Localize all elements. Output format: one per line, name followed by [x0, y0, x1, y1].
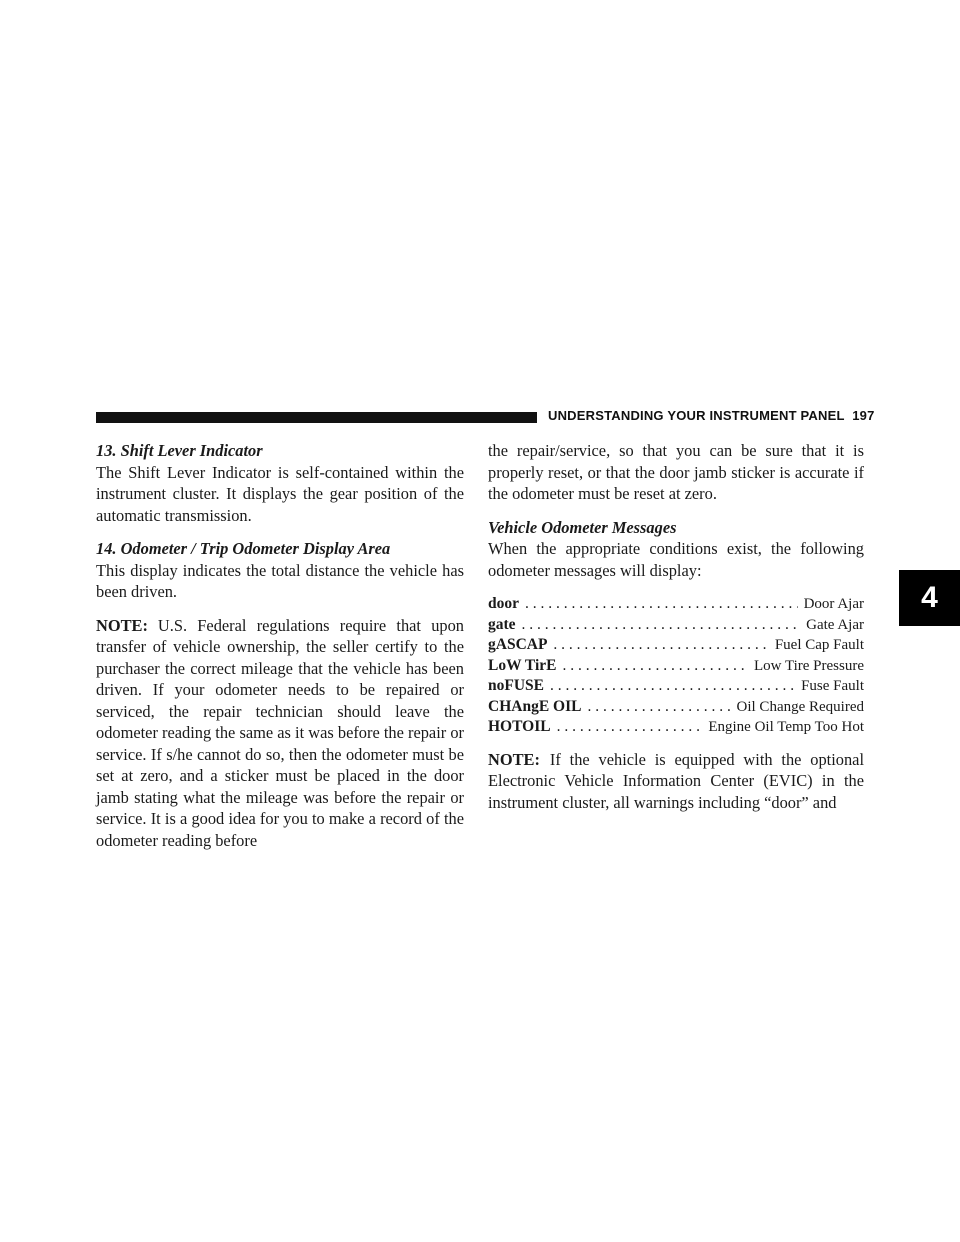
running-header — [548, 408, 875, 423]
message-code: LoW TirE — [488, 656, 557, 674]
note-body: If the vehicle is equipped with the optional Electronic Vehicle Information Center (EVIC) in the instrument cluster, all warnings including “door” and — [488, 749, 864, 812]
right-column — [488, 440, 864, 825]
dot-leader — [563, 655, 748, 677]
note-body: U.S. Federal regulations require that upon transfer of vehicle ownership, the seller certify to the purchaser the correct mileage that the vehicle has been driven. If your odometer needs to be repaired or serviced, the repair technician should leave the odometer reading the same as it was before the repair or service. If s/he cannot do so, then the odometer must be set at zero, and a sticker must be placed in the door jamb stating what the mileage was before the repair or service. It is a good idea for you to make a record of the odometer reading before — [96, 615, 464, 850]
dot-leader — [587, 696, 730, 718]
continuation-text: the repair/service, so that you can be sure that it is properly reset, or that the door jamb sticker is accurate if the odometer must be reset at zero. — [488, 441, 864, 503]
list-item — [488, 593, 864, 614]
message-code: gASCAP — [488, 636, 548, 653]
message-meaning: Low Tire Pressure — [753, 657, 864, 674]
shift-lever-body: The Shift Lever Indicator is self-contained within the instrument cluster. It displays the gear position of the automatic transmission. — [96, 462, 464, 525]
message-meaning: Oil Change Required — [736, 698, 864, 715]
note-label: NOTE: — [488, 749, 540, 769]
section-title: UNDERSTANDING YOUR INSTRUMENT PANEL — [548, 408, 845, 423]
message-code: door — [488, 595, 519, 612]
header-rule — [96, 412, 537, 423]
message-code: CHAngE OIL — [488, 697, 582, 715]
message-code: noFUSE — [488, 677, 544, 694]
message-meaning: Door Ajar — [803, 596, 864, 612]
messages-heading: Vehicle Odometer Messages — [488, 517, 677, 537]
messages-intro: When the appropriate conditions exist, the following odometer messages will display: — [488, 539, 864, 580]
message-meaning: Fuel Cap Fault — [774, 637, 864, 653]
dot-leader — [557, 716, 703, 738]
list-item — [488, 614, 864, 635]
odometer-messages-list — [488, 593, 864, 737]
dot-leader — [550, 675, 795, 697]
chapter-tab: 4 — [899, 570, 960, 626]
dot-leader — [522, 614, 801, 636]
evic-note — [488, 749, 864, 814]
list-item — [488, 655, 864, 676]
odometer-heading: 14. Odometer / Trip Odometer Display Area — [96, 539, 391, 558]
message-code: gate — [488, 615, 516, 633]
list-item — [488, 696, 864, 717]
note-label: NOTE: — [96, 615, 148, 635]
odometer-body: This display indicates the total distance the vehicle has been driven. — [96, 560, 464, 601]
dot-leader — [525, 593, 798, 615]
list-item — [488, 716, 864, 737]
list-item — [488, 675, 864, 696]
message-meaning: Gate Ajar — [806, 616, 864, 633]
dot-leader — [553, 634, 768, 656]
message-meaning: Engine Oil Temp Too Hot — [708, 719, 864, 735]
list-item — [488, 634, 864, 655]
message-code: HOTOIL — [488, 718, 551, 735]
shift-lever-heading: 13. Shift Lever Indicator — [96, 441, 263, 460]
page-number: 197 — [852, 408, 875, 423]
odometer-note — [96, 615, 464, 852]
left-column — [96, 440, 464, 863]
message-meaning: Fuse Fault — [801, 678, 864, 694]
